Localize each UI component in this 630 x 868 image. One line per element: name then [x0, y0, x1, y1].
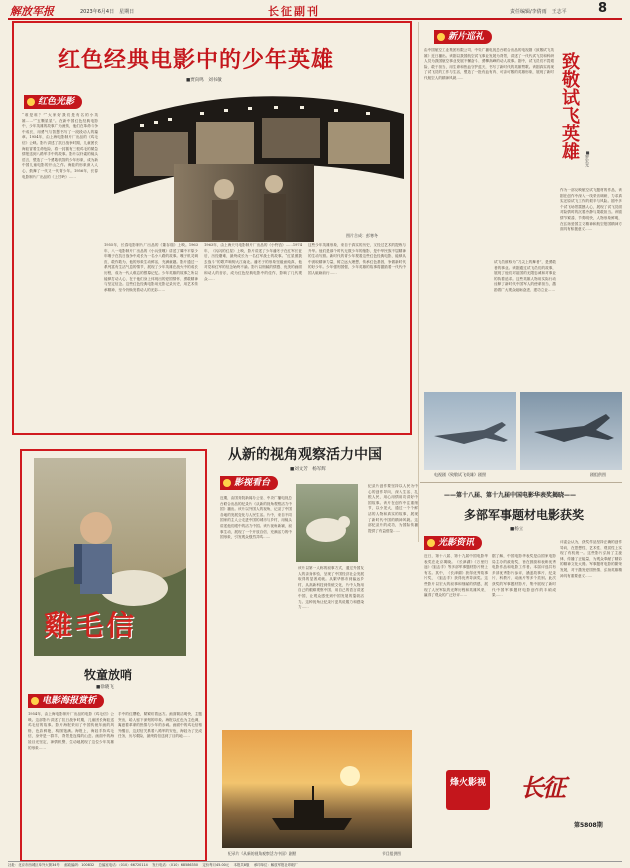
main-article-byline: ■贾向鸣 刘书敏	[186, 78, 222, 83]
new-article-byline: ■刘文芳 杨军辉	[290, 467, 326, 472]
tag-label: 影视看台	[234, 478, 271, 488]
footer-pages: 本报共8版	[233, 863, 250, 867]
section-title: 长征副刊	[268, 5, 320, 18]
boat-photo	[222, 730, 412, 848]
sheep-photo	[296, 484, 358, 562]
tag-label: 红色光影	[38, 97, 75, 107]
header-date: 2023年6月4日 星期日	[80, 9, 135, 15]
sidebar-byline: ■罗宏光	[585, 150, 590, 167]
new-article-tag	[220, 476, 278, 490]
issue-number: 第5808期	[574, 822, 603, 829]
poster-tag	[28, 694, 104, 708]
main-article-tag	[24, 95, 82, 109]
sidebar-text-b: 作为一部反映航空试飞题材的作品，该剧在创作中深入一线采访调研，力求真实还原试飞工作的艰辛与风险。剧中多个试飞场景震撼人心，展现了试飞员面对险情时的沉着冷静与果敢担当。该剧情节紧凑、节奏明快，人物形象鲜明，在弘扬爱国主义精神和航空报国精神方面具有积极意义……	[560, 188, 622, 232]
main-article-col3: 1963年，由上海天马电影制片厂出品的《小铃铛》……1974年，《闪闪的红星》上映，影片讲述了少年潘冬子在红军长征后，历经磨难，最终成长为一名红军战士的故事。“红星照我去战斗”的歌声响彻大江南北。潘冬子的形象坚毅而纯真，他对党和红军的信念始终不渝。影片以细腻的情感、优美的画面和动人的音乐，成为红色经典电影中的佳作，影响了几代观众……	[204, 243, 302, 281]
main-article-title: 红色经典电影中的少年英雄	[58, 47, 335, 73]
sidebar-divider	[418, 22, 419, 542]
tag-label: 光影资讯	[438, 538, 475, 548]
tag-dot-icon	[31, 697, 39, 705]
new-article-col2: 该片以第一人称的叙事方式，通过外国友人的亲身体验，呈现了中国经济社会发展取得的显著成就。从繁华都市到偏远乡村，从高新科技到传统文化，片中人物用自己的眼睛观察中国、用自己的语言讲述中国，让观众感受到中国发展的蓬勃活力。这种视角让纪录片更具说服力和感染力……	[298, 566, 364, 610]
awards-tag	[424, 536, 482, 550]
awards-subtitle: ——第十八届、第十九届中国电影华表奖揭晓——	[444, 492, 577, 499]
sidebar-text-c: 试飞员被称为“刀尖上的舞者”，是勇敢者的事业。该剧通过试飞员们的故事，展现了他们对祖国的无限忠诚和对事业的执着追求。这些英雄人物用实际行动诠释了新时代中国军人的使命担当，激励着广大观众砥砺奋进、建功立业……	[494, 260, 556, 292]
calligraphy-logo: 长征	[520, 773, 564, 802]
footer	[8, 862, 622, 868]
poster-byline: ■徐晓飞	[96, 685, 114, 690]
awards-top-rule	[420, 482, 622, 483]
poster-text: 1954年，由上海电影制片厂出品的电影《鸡毛信》公映。这部影片讲述了抗日战争时期，儿童团长海娃送鸡毛信的故事。影片海报采用了中国传统年画的风格，色彩鲜艳，构图饱满。海报上，海娃手持鸡毛信，身旁是一群羊，背景是连绵的山峦。画面中的海娃目光坚定，神情机警，生动地展现了这位少年英雄的形象……	[28, 712, 114, 750]
boat-photo-caption: 纪录片《从新的视角观察活力中国》剧照	[228, 851, 297, 856]
footer-distribution: 发行电话：（010）68586350	[152, 863, 199, 867]
tag-dot-icon	[427, 539, 435, 547]
new-article-title: 从新的视角观察活力中国	[228, 447, 382, 463]
footer-phone: 总编室电话：（010）66720114	[98, 863, 148, 867]
awards-col1: 近日，第十八届、第十九届中国电影华表奖在北京揭晓。《长津湖》《万里归途》《狙击手》等多部军事题材影片榜上有名。其中，《长津湖》获得优秀故事片奖，《狙击手》获得优秀导演奖。这些影片以宏大的叙事和细腻的情感，展现了人民军队的光辉历程和英雄风采，赢得了观众的广泛好评……	[424, 554, 488, 598]
jet-icon	[520, 392, 622, 470]
footer-postcode: 邮政编码：100832	[64, 863, 95, 867]
main-article-col4: 这些少年英雄形象，来自于真实的历史，又经过艺术的提炼与升华。他们是那个时代无数少年的缩影，是中华民族不屈精神的生动写照。新时代的青少年观看这些红色经典电影，能够从中汲取精神力量，树立远大理想，传承红色基因，争做新时代的好少年。少年强则国强，少年英雄的故事将激励着一代代中国人砥砺前行……	[308, 243, 406, 275]
poster-caption: 牧童放哨	[84, 668, 133, 682]
tag-dot-icon	[27, 98, 35, 106]
sheep-illustration	[296, 484, 358, 562]
tag-dot-icon	[437, 33, 445, 41]
boat-illustration	[222, 730, 412, 848]
footer-address: 社址：北京市西城区阜外大街34号	[8, 863, 60, 867]
header-editors: 责任编辑/李倩雨 王志平	[510, 9, 567, 15]
jet-icon	[424, 392, 516, 470]
aircraft-photo-caption: 电视剧《致敬试飞英雄》剧照	[434, 472, 486, 477]
aircraft-photo-2	[520, 392, 622, 470]
awards-title: 多部军事题材电影获奖	[464, 508, 585, 522]
header-rule	[8, 18, 622, 20]
page-number: 8	[598, 1, 608, 16]
new-article-col1: 近期，由国务院新闻办公室、中央广播电视总台联合出品的纪录片《从新的视角观察活力中国》播出。该片以外国人的视角，记录了中国各地的发展变化与人民生活。片中，来自不同国家的主人公走进中国的城市与乡村，用镜头讲述他们眼中的活力中国。该片视角新颖，叙事生动，展现了一个开放自信、充满活力的中国形象，引发观众强烈共鸣……	[220, 496, 292, 540]
tag-label: 新片巡礼	[448, 32, 485, 42]
poster-title: 雞毛信	[44, 609, 138, 642]
sidebar-title: 致敬试飞英雄	[559, 52, 580, 160]
tag-label: 电影海报赏析	[42, 696, 97, 706]
main-article-col2: 1955年，长春电影制片厂出品的《董存瑞》上映。1963年，八一电影制片厂出品的《小兵张嘎》讲述了冀中平原少年嘎子在抗日战争中成长为一名小八路的故事。嘎子机灵调皮、敢作敢为，他的形象生动鲜活，充满童趣。影片通过一系列富有生活气息的情节，展现了少年英雄在战火中的成长历程，成为一代人难忘的银幕记忆。少年英雄的故事之所以能够打动人心，在于他们身上体现出的爱国情怀、勇敢精神与坚定信念。这些红色经典电影用光影记录历史，用艺术传承精神，至今仍焕发着动人的光彩……	[104, 243, 198, 292]
awards-byline: ■杨立	[510, 527, 524, 532]
aircraft-photo-credit: 剧组供图	[590, 472, 606, 477]
film-strip-graphic	[104, 84, 410, 244]
sidebar-text-a: 由中国航空工业集团有限公司、中央广播电视总台联合出品的电视剧《致敬试飞英雄》近日播出。该剧以我国航空试飞事业发展为背景，讲述了一代代试飞员和科研人员为我国航空事业发展不懈奋斗、勇攀高峰的动人故事。剧中，试飞员们不畏艰险、敢于担当，用生命和热血守护蓝天，书写了新时代的英雄赞歌。该剧真实再现了试飞员的工作与生活，塑造了一批有血有肉、可亲可敬的英雄形象，展现了新时代航空人的精神风貌……	[424, 48, 554, 80]
boat-photo-credit: 节目组供图	[382, 851, 401, 856]
main-article-col1: “谁是谁？”“大家好我们是有名的小英雄……”“五颗星星”。在新中国红色经典电影中，少年英雄的故事广为流传，他们在革命斗争中成长，用勇气与智慧书写了一段段动人的篇章。1954年，由上海电影制片厂出品的《鸡毛信》公映。影片讲述了抗日战争时期，儿童团长海娃冒着生命危险，将一封插有三根鸡毛的紧急情报送到八路军手中的故事。影片以朴素的镜头语言，塑造了一个勇敢机智的少年形象，成为新中国儿童电影的开山之作。海娃的形象深入人心，鼓舞了一代又一代青少年。1956年，长春电影制片厂出品的《上甘岭》……	[22, 113, 98, 179]
film-photo-caption: 图片合成：彭寒冬	[346, 233, 378, 238]
poster-text-col2: 手中的红缨枪，紧紧盯着远方。画面简洁明快，主题突出，给人留下深刻的印象。海报以红色为主色调，寓意着革命的热情与少年的赤诚。画面中的鸡毛信格外醒目，这封信关系着八路军的安危，海娃为了完成任务，历尽艰险，最终将信送到了目的地……	[118, 712, 202, 739]
awards-col3: 评委会认为，获奖作品坚持正确的创作导向，在思想性、艺术性、观赏性上实现了有机统一。这些影片弘扬了主旋律，传播了正能量，为观众奉献了精彩的精神文化大餐。军事题材电影的繁荣发展，对于激发爱国热情、弘扬英雄精神具有重要意义……	[560, 540, 622, 578]
aircraft-photo-1	[424, 392, 516, 470]
tag-dot-icon	[223, 479, 231, 487]
footer-price: 定价每月45.00元	[202, 863, 230, 867]
sidebar-tag	[434, 30, 492, 44]
masthead: 解放军报	[10, 5, 54, 18]
poster-image	[34, 458, 186, 656]
stamp-logo: 烽火影视	[446, 770, 490, 810]
awards-col2: 据了解，中国电影华表奖是由国家电影局主办的政府奖，旨在鼓励和表彰优秀电影作品和电影工作者。本届评选共有多部优秀影片参评，涵盖故事片、纪录片、科教片、动画片等多个类别。此次获奖的军事题材影片，集中展现了新时代中国军事题材电影创作的丰硕成果……	[492, 554, 556, 598]
footer-printer: 承印单位：解放军报社印刷厂	[253, 863, 298, 867]
new-article-col3: 纪录片创作要坚持以人民为中心的创作导向，深入生活、扎根人民，用心用情用功讲好中国故事。该片在创作中注重细节，以小见大，通过一个个鲜活的人物和真实的故事，展现了新时代中国的精神风貌。这部纪录片的成功，为国际传播提供了有益借鉴……	[368, 484, 418, 533]
